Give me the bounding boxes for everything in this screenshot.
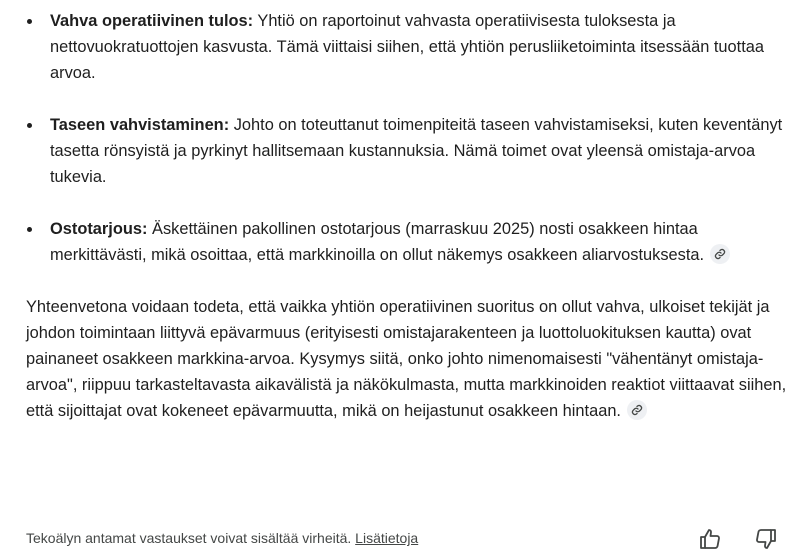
disclaimer-text: Tekoälyn antamat vastaukset voivat sisältää virheitä.	[26, 530, 352, 546]
bullet-term: Vahva operatiivinen tulos:	[50, 12, 254, 30]
answer-content	[26, 8, 792, 424]
bullet-dot	[27, 227, 32, 232]
bullet-list	[26, 8, 792, 268]
bullet-text: Äskettäinen pakollinen ostotarjous (marraskuu 2025) nosti osakkeen hintaa merkittävästi, mikä osoittaa, että markkinoilla on ollut näkemys osakkeen aliarvostuksesta.	[50, 220, 705, 264]
bullet-dot	[27, 123, 32, 128]
response-footer	[26, 527, 792, 551]
bullet-dot	[27, 19, 32, 24]
link-icon	[714, 248, 726, 260]
bullet-term: Taseen vahvistaminen:	[50, 116, 230, 134]
bullet-text: Yhtiö on raportoinut vahvasta operatiivisesta tuloksesta ja nettovuokratuottojen kasvusta. Tämä viittaisi siihen, että yhtiön perusliiketoiminta itsessään tuottaa arvoa.	[50, 12, 764, 82]
thumbs-down-button[interactable]	[754, 527, 778, 551]
link-icon	[631, 404, 643, 416]
thumbs-up-button[interactable]	[698, 527, 722, 551]
source-link-button[interactable]	[627, 400, 647, 420]
bullet-text: Johto on toteuttanut toimenpiteitä taseen vahvistamiseksi, kuten keventänyt tasetta rönsyistä ja pyrkinyt hallitsemaan kustannuksia. Nämä toimet ovat yleensä omistaja-arvoa tukevia.	[50, 116, 783, 186]
list-item	[26, 112, 792, 190]
thumbs-down-icon	[754, 527, 778, 551]
list-item	[26, 216, 792, 268]
summary-paragraph	[26, 294, 792, 424]
learn-more-link[interactable]: Lisätietoja	[355, 530, 419, 546]
ai-disclaimer	[26, 530, 418, 546]
source-link-button[interactable]	[710, 244, 730, 264]
thumbs-up-icon	[698, 527, 722, 551]
list-item	[26, 8, 792, 86]
bullet-term: Ostotarjous:	[50, 220, 148, 238]
summary-text: Yhteenvetona voidaan todeta, että vaikka yhtiön operatiivinen suoritus on ollut vahva, ulkoiset tekijät ja johdon toimintaan liittyvä epävarmuus (erityisesti omistajarakenteen ja luottoluokituksen kautta) ovat painaneet osakkeen markkina-arvoa. Kysymys siitä, onko johto nimenomaisesti "vähentänyt omistaja-arvoa", riippuu tarkasteltavasta aikavälistä ja näkökulmasta, mutta markkinoiden reaktiot viittaavat siihen, että sijoittajat ovat kokeneet epävarmuutta, mikä on heijastunut osakkeen hintaan.	[26, 298, 787, 420]
